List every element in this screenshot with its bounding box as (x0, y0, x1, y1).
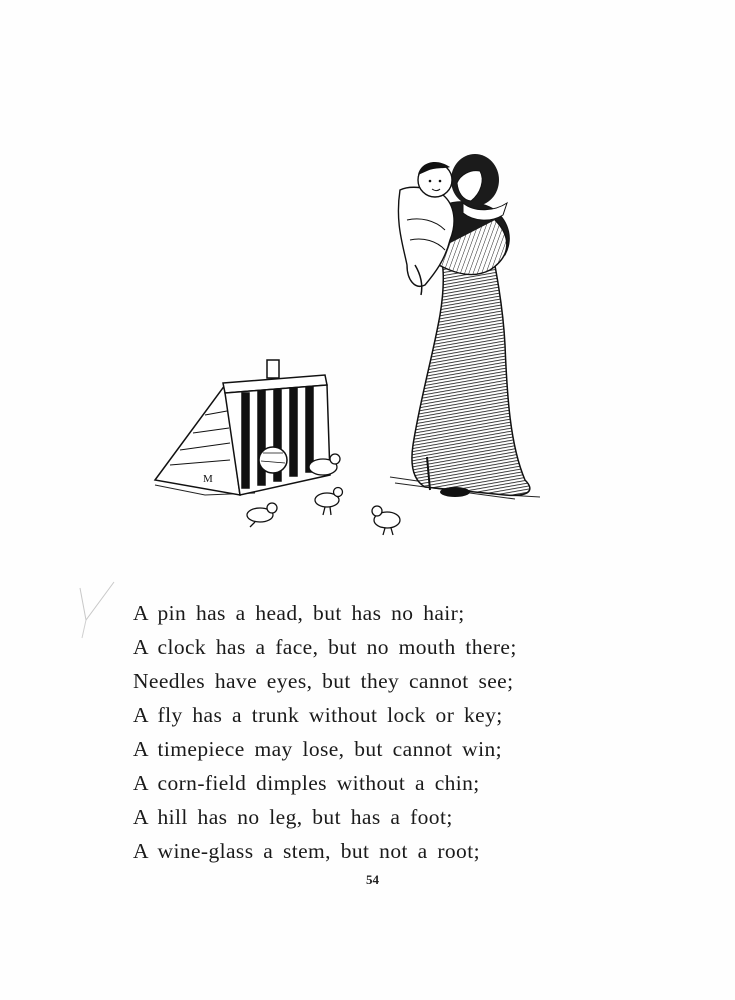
poem-line: Needles have eyes, but they cannot see; (133, 669, 514, 693)
hen-coop (155, 360, 330, 495)
chick-2 (315, 488, 343, 516)
pencil-mark (72, 580, 122, 640)
poem-line: A hill has no leg, but has a foot; (133, 805, 453, 829)
poem-line: A wine-glass a stem, but not a root; (133, 839, 480, 863)
poem-line: A corn-field dimples without a chin; (133, 771, 480, 795)
poem-line: A pin has a head, but has no hair; (133, 601, 465, 625)
monogram: M (203, 473, 213, 485)
page-number: 54 (366, 872, 379, 887)
poem-line: A fly has a trunk without lock or key; (133, 703, 503, 727)
chick-3 (247, 503, 277, 527)
poem-line: A clock has a face, but no mouth there; (133, 635, 517, 659)
woman-child-hen-coop-illustration (145, 145, 550, 545)
poem-stanza (133, 596, 613, 868)
chick-4 (372, 506, 400, 535)
poem-line: A timepiece may lose, but cannot win; (133, 737, 502, 761)
